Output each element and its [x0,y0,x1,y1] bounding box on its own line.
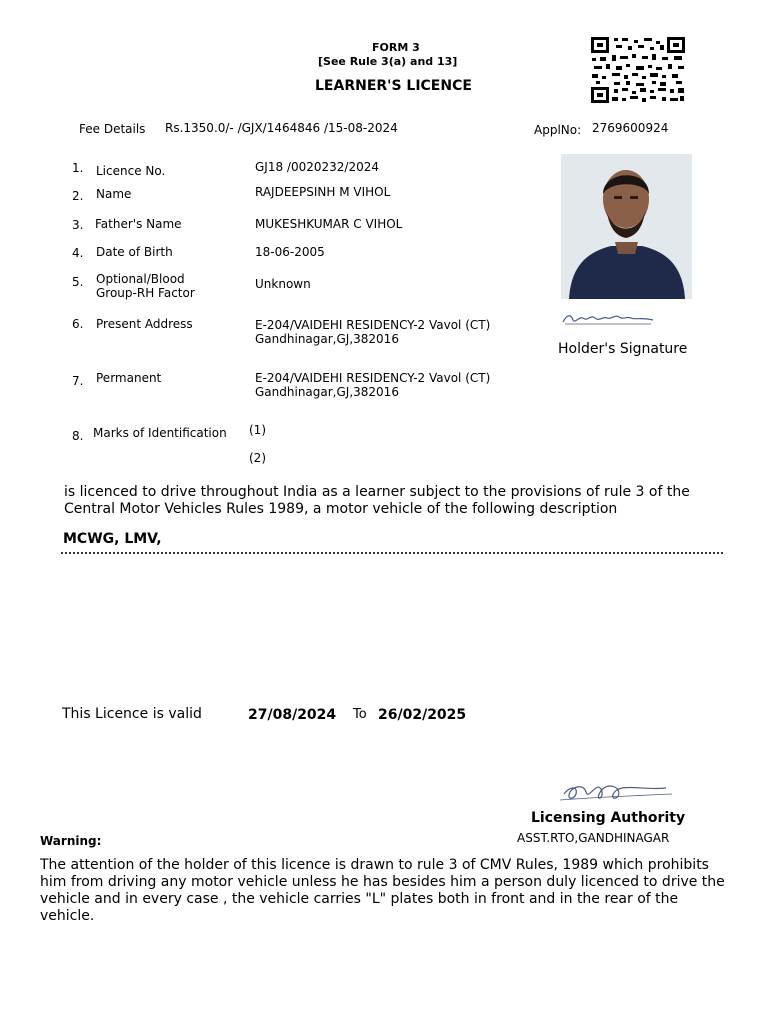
holder-signature-label: Holder's Signature [558,341,688,357]
field-number: 8. [72,429,84,443]
field-number: 1. [72,161,84,175]
blood-group-value: Unknown [255,277,311,291]
permanent-address-line1: E-204/VAIDEHI RESIDENCY-2 Vavol (CT) [255,371,491,385]
present-address-line2: Gandhinagar,GJ,382016 [255,332,399,346]
authority-signature-image [556,776,676,810]
vehicle-classes: MCWG, LMV, [63,531,162,547]
present-address-line1: E-204/VAIDEHI RESIDENCY-2 Vavol (CT) [255,318,491,332]
field-number: 7. [72,374,84,388]
form-rule-reference: [See Rule 3(a) and 13] [318,55,458,68]
form-number: FORM 3 [372,41,420,54]
field-number: 5. [72,275,84,289]
warning-label: Warning: [40,834,102,848]
permanent-address-label: Permanent [96,371,162,385]
page-title: LEARNER'S LICENCE [315,78,472,94]
licence-number-label: Licence No. [96,164,166,178]
fathers-name-value: MUKESHKUMAR C VIHOL [255,217,403,231]
permanent-address-line2: Gandhinagar,GJ,382016 [255,385,399,399]
fathers-name-label: Father's Name [95,217,182,231]
warning-text: The attention of the holder of this licence is drawn to rule 3 of CMV Rules, 1989 which prohibits him from driving any motor vehicle unless he has besides him a person duly licenced to drive the vehicle and in every case , the vehicle carries "L" plates both in front and in the rear of the vehicle. [40,857,725,924]
identification-mark-2: (2) [249,451,266,465]
date-of-birth-value: 18-06-2005 [255,245,325,259]
validity-to-label: To [353,707,367,722]
licence-statement: is licenced to drive throughout India as a learner subject to the provisions of rule 3 of the Central Motor Vehicles Rules 1989, a motor vehicle of the following description [64,484,690,517]
identification-mark-1: (1) [249,423,266,437]
field-number: 6. [72,317,84,331]
identification-marks-label: Marks of Identification [93,426,227,440]
application-number-label: ApplNo: [534,123,582,137]
fee-details-value: Rs.1350.0/- /GJX/1464846 /15-08-2024 [165,121,398,135]
present-address-label: Present Address [96,317,193,331]
application-number-value: 2769600924 [592,121,669,135]
validity-label: This Licence is valid [62,706,202,722]
field-number: 4. [72,246,84,260]
blood-group-label: Optional/Blood [96,272,185,286]
licensing-authority-office: ASST.RTO,GANDHINAGAR [517,831,670,845]
dotted-divider [61,552,723,554]
holder-signature-image [559,308,659,330]
valid-from-date: 27/08/2024 [248,707,337,723]
licensing-authority-title: Licensing Authority [531,810,686,826]
date-of-birth-label: Date of Birth [96,245,173,259]
fee-details-label: Fee Details [79,122,146,136]
blood-group-label-line2: Group-RH Factor [96,286,195,300]
valid-to-date: 26/02/2025 [378,707,467,723]
holder-photo [561,154,692,299]
name-label: Name [96,187,132,201]
name-value: RAJDEEPSINH M VIHOL [255,185,391,199]
field-number: 3. [72,218,84,232]
licence-number-value: GJ18 /0020232/2024 [255,160,379,174]
qr-code-icon [590,36,686,104]
field-number: 2. [72,189,84,203]
